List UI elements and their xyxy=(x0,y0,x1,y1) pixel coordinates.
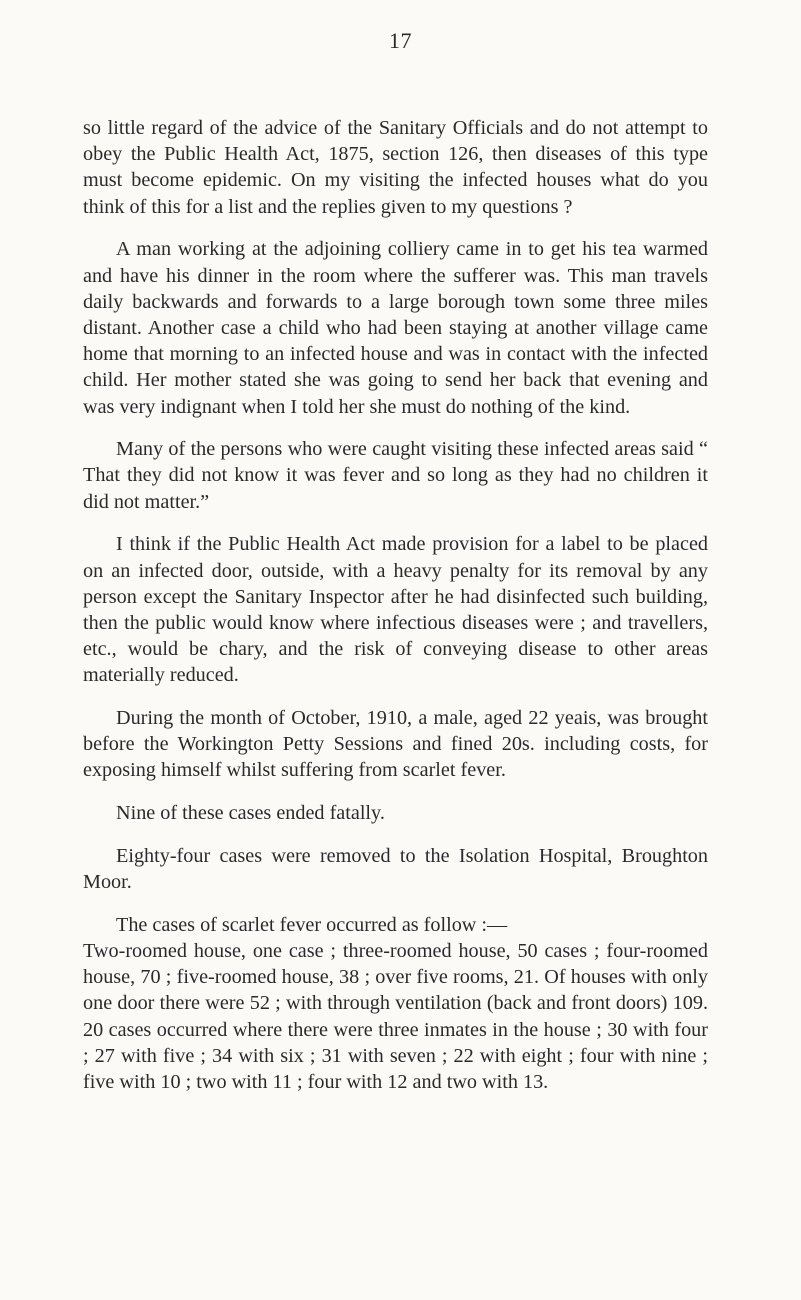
paragraph-3: Many of the persons who were caught visiting these infected areas said “ That they did not know it was fever and so long as they had no children it did not matter.” xyxy=(83,438,708,513)
paragraph-8: The cases of scarlet fever occurred as follow :— xyxy=(116,913,508,936)
paragraph-7: Eighty-four cases were removed to the Isolation Hospital, Broughton Moor. xyxy=(83,844,708,894)
paragraph-1: so little regard of the advice of the Sanitary Officials and do not attempt to obey the Public Health Act, 1875, section 126, then diseases of this type must become epidemic. On my visiting the infected houses what do you think of this for a list and the replies given to my questions ? xyxy=(83,117,708,218)
paragraph-9: Two-roomed house, one case ; three-roomed house, 50 cases ; four-roomed house, 70 ; five-roomed house, 38 ; over five rooms, 21. Of houses with only one door there were 52 ; with through ventilation (back and front doors) 109. 20 cases occurred where there were three inmates in the house ; 30 with four ; 27 with five ; 34 with six ; 31 with seven ; 22 with eight ; four with nine ; five with 10 ; two with 11 ; four with 12 and two with 13. xyxy=(83,939,708,1093)
page-number: 17 xyxy=(389,28,412,53)
paragraph-5: During the month of October, 1910, a male, aged 22 yeais, was brought before the Workington Petty Sessions and fined 20s. including costs, for exposing himself whilst suffering from scarlet fever. xyxy=(83,707,708,782)
document-body xyxy=(83,115,708,1112)
paragraph-2: A man working at the adjoining colliery came in to get his tea warmed and have his dinner in the room where the sufferer was. This man travels daily backwards and forwards to a large borough town some three miles distant. Another case a child who had been staying at another village came home that morning to an infected house and was in contact with the infected child. Her mother stated she was going to send her back that evening and was very indignant when I told her she must do nothing of the kind. xyxy=(83,238,708,418)
paragraph-6: Nine of these cases ended fatally. xyxy=(116,802,385,825)
paragraph-4: I think if the Public Health Act made provision for a label to be placed on an infected door, outside, with a heavy penalty for its removal by any person except the Sanitary Inspector after he had disinfected such building, then the public would know where infectious diseases were ; and travellers, etc., would be chary, and the risk of conveying disease to other areas materially reduced. xyxy=(83,533,708,687)
